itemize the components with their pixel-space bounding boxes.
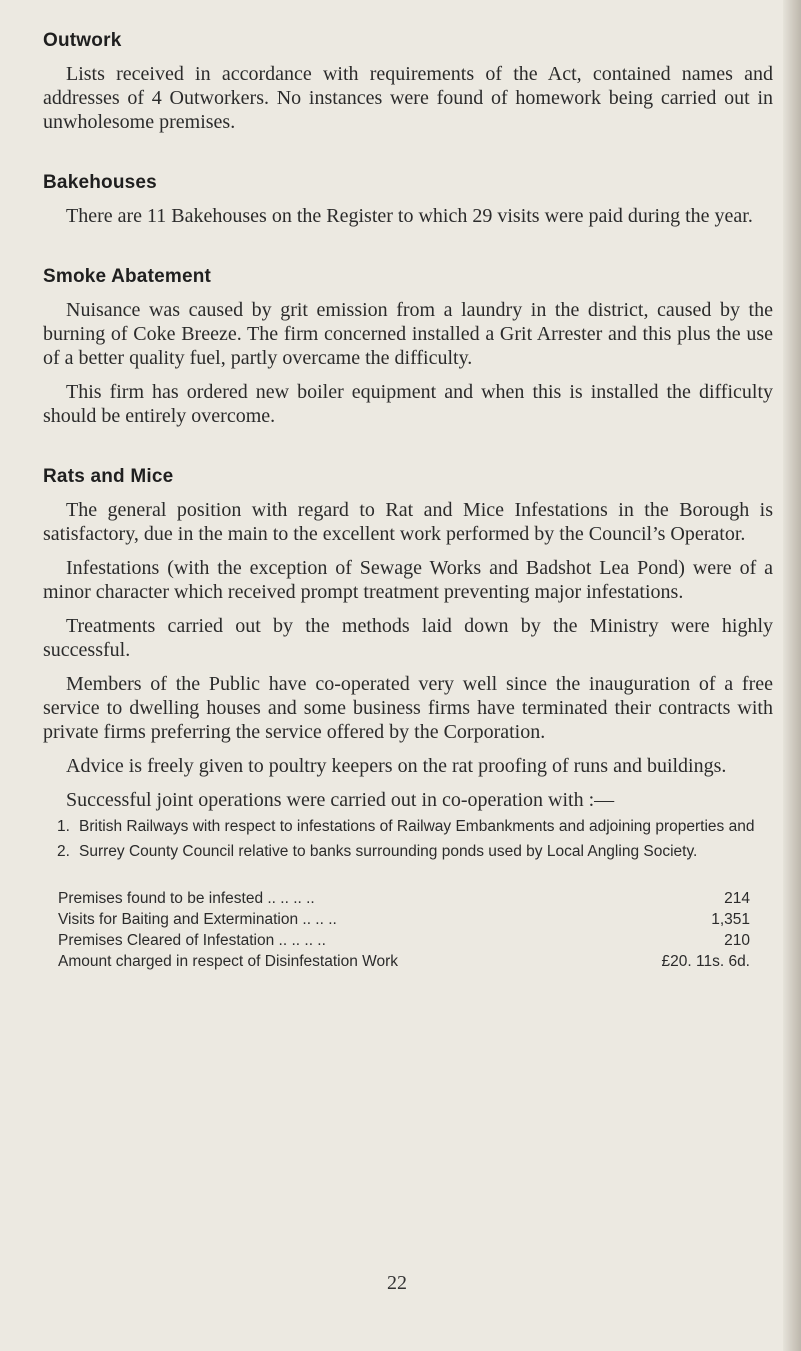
paragraph: There are 11 Bakehouses on the Register to which 29 visits were paid during the year.: [66, 205, 753, 227]
list-item-text: Surrey County Council relative to banks surrounding ponds used by Local Angling Society.: [79, 843, 698, 860]
stat-value: 210: [724, 932, 750, 949]
document-body: [43, 30, 773, 1010]
paragraph: Infestations (with the exception of Sewage Works and Badshot Lea Pond) were of a minor character which received prompt treatment preventing major infestations.: [43, 557, 773, 603]
infestation-statistics: [58, 888, 750, 972]
section-heading-smoke-abatement: Smoke Abatement: [43, 266, 212, 287]
list-item-number: 2.: [57, 843, 70, 860]
paragraph: Lists received in accordance with requirements of the Act, contained names and addresses of 4 Outworkers. No instances were found of homework being carried out in unwholesome premises.: [43, 63, 773, 133]
joint-operations-list: [43, 816, 773, 862]
stat-row: [58, 951, 750, 972]
stat-label: Premises Cleared of Infestation .. .. .. ..: [58, 932, 326, 949]
stat-value: 214: [724, 890, 750, 907]
stat-row: [58, 888, 750, 909]
section-heading-rats-and-mice: Rats and Mice: [43, 466, 174, 487]
list-item-number: 1.: [57, 818, 70, 835]
section-heading-outwork: Outwork: [43, 30, 122, 51]
list-item: [43, 816, 773, 837]
section-rats-and-mice: [43, 466, 773, 972]
stat-row: [58, 930, 750, 951]
paragraph: Nuisance was caused by grit emission from a laundry in the district, caused by the burning of Coke Breeze. The firm concerned installed a Grit Arrester and this plus the use of a better quality fuel, partly overcame the difficulty.: [43, 299, 773, 369]
section-smoke-abatement: [43, 266, 773, 428]
page-number: 22: [387, 1272, 407, 1294]
paragraph: Members of the Public have co-operated very well since the inauguration of a free service to dwelling houses and some business firms have terminated their contracts with private firms preferring the service offered by the Corporation.: [43, 673, 773, 743]
paragraph: Successful joint operations were carried out in co-operation with :—: [66, 789, 615, 811]
paragraph: Advice is freely given to poultry keepers on the rat proofing of runs and buildings.: [66, 755, 727, 777]
stat-label: Visits for Baiting and Extermination .. .. ..: [58, 911, 337, 928]
section-outwork: [43, 30, 773, 134]
stat-label: Premises found to be infested .. .. .. ..: [58, 890, 315, 907]
section-bakehouses: [43, 172, 773, 228]
list-item-text: British Railways with respect to infestations of Railway Embankments and adjoining properties and: [79, 818, 755, 835]
paragraph: The general position with regard to Rat and Mice Infestations in the Borough is satisfactory, due in the main to the excellent work performed by the Council’s Operator.: [43, 499, 773, 545]
stat-value: £20. 11s. 6d.: [661, 953, 750, 970]
stat-label: Amount charged in respect of Disinfestation Work: [58, 953, 399, 970]
paragraph: This firm has ordered new boiler equipment and when this is installed the difficulty should be entirely overcome.: [43, 381, 773, 427]
section-heading-bakehouses: Bakehouses: [43, 172, 157, 193]
paragraph: Treatments carried out by the methods laid down by the Ministry were highly successful.: [43, 615, 773, 661]
page-edge-shadow: [783, 0, 801, 1351]
list-item: [43, 841, 773, 862]
stat-row: [58, 909, 750, 930]
stat-value: 1,351: [711, 911, 750, 928]
